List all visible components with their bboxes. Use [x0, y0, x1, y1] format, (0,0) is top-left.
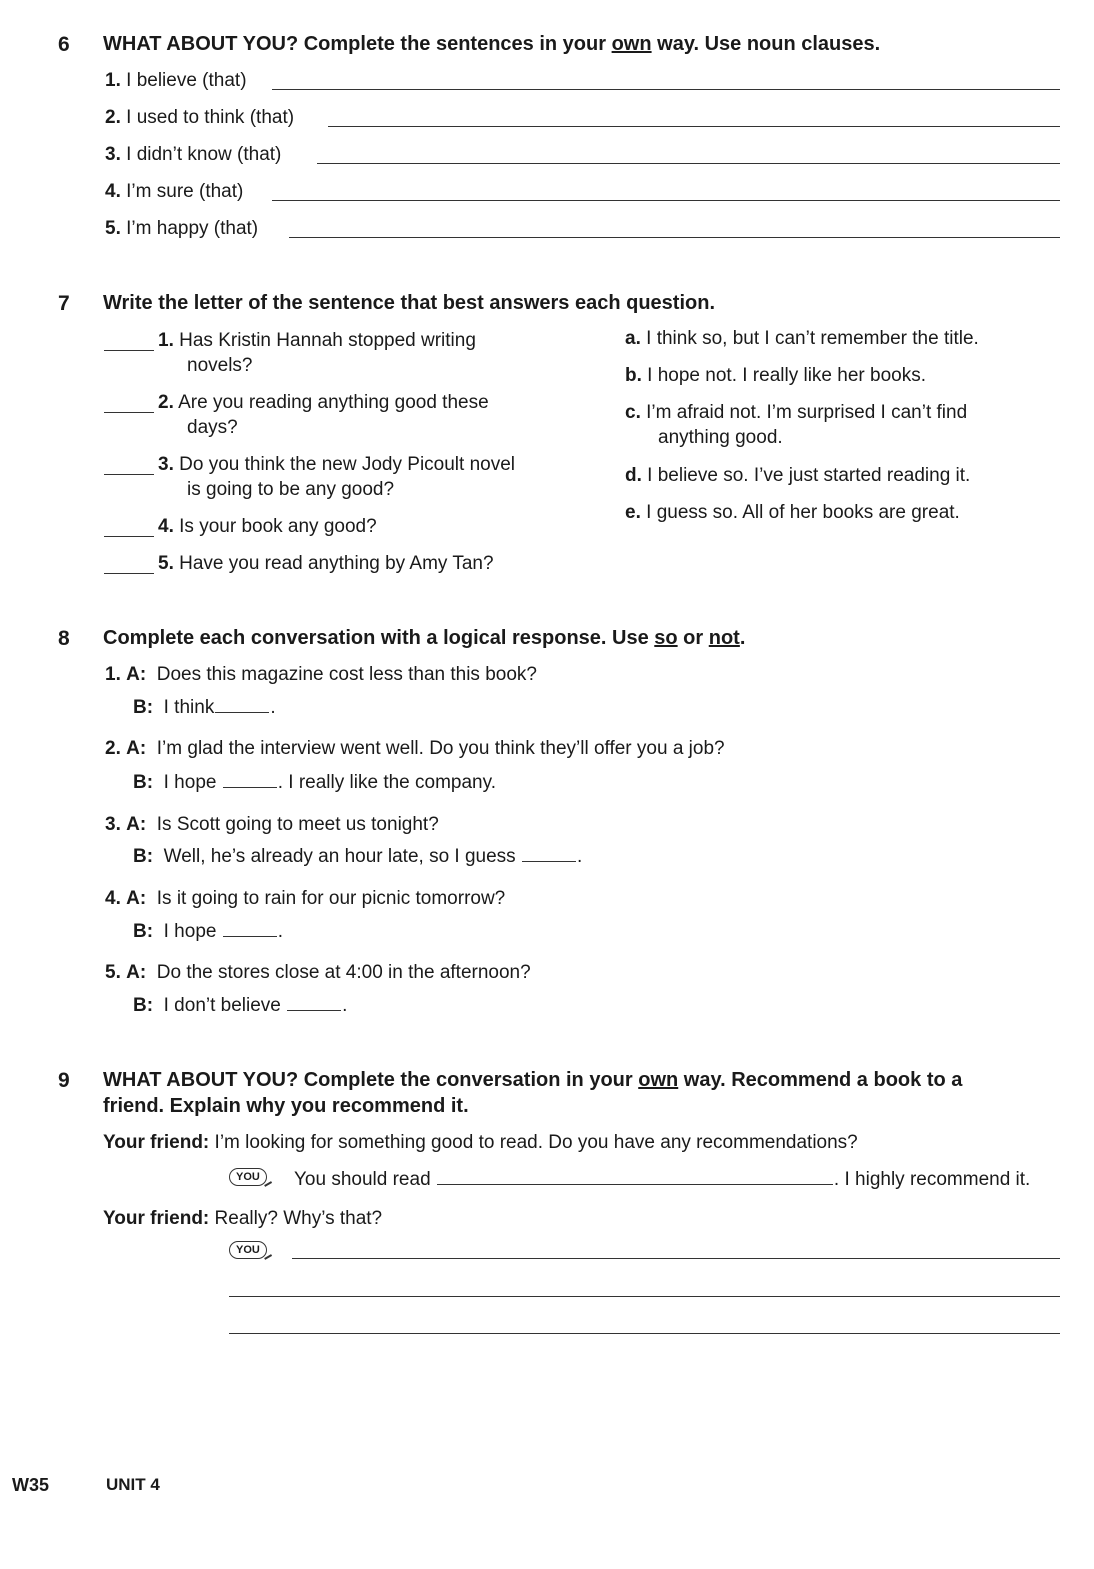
ex7-title: Write the letter of the sentence that best answers each question.: [103, 292, 716, 314]
ex7-blank-2[interactable]: [104, 412, 154, 413]
answer-letter: e.: [625, 502, 641, 523]
ex6-item-2: [105, 107, 294, 129]
page-number: W35: [12, 1475, 50, 1495]
ex9-reason-line-3[interactable]: [229, 1333, 1060, 1334]
ex8-conv-1-a: [105, 664, 537, 686]
ex9-title: [103, 1069, 962, 1092]
ex6-answer-line-5[interactable]: [289, 237, 1060, 238]
ex7-question-2-cont: days?: [187, 417, 238, 438]
ex6-item-5: [105, 218, 258, 240]
unit-label: UNIT 4: [106, 1475, 160, 1494]
ex9-you-line-1: [294, 1169, 1030, 1191]
question-text: Have you read anything by Amy Tan?: [179, 553, 494, 574]
ex8-number: 8: [58, 627, 70, 650]
ex7-answer-c: [625, 402, 967, 424]
friend-label: Your friend:: [103, 1132, 210, 1153]
ex8-title-text: Complete each conversation with a logical response. Use: [103, 627, 655, 649]
speaker-a: A:: [126, 962, 147, 983]
friend-text: Really? Why’s that?: [214, 1208, 383, 1229]
answer-letter: d.: [625, 465, 642, 486]
ex7-question-3: [158, 454, 515, 476]
ex7-blank-3[interactable]: [104, 474, 154, 475]
line-b-pre: I hope: [163, 772, 217, 793]
speaker-b: B:: [133, 846, 154, 867]
ex7-question-4: [158, 516, 377, 538]
question-number: 5.: [158, 553, 174, 574]
conv-number: 4.: [105, 888, 121, 909]
friend-text: I’m looking for something good to read. Do you have any recommendations?: [214, 1132, 858, 1153]
you-badge-1: [229, 1167, 267, 1186]
question-text: Are you reading anything good these: [178, 392, 489, 413]
item-text: I used to think (that): [126, 107, 295, 128]
ex8-conv-1-b: [133, 697, 276, 719]
ex7-question-5: [158, 553, 494, 575]
speaker-a: A:: [126, 738, 147, 759]
ex9-title-text-b: way. Recommend a book to a: [678, 1069, 963, 1091]
ex7-question-2: [158, 392, 489, 414]
ex6-answer-line-4[interactable]: [272, 200, 1060, 201]
ex6-item-4: [105, 181, 243, 203]
ex8-conv-2-a: [105, 738, 725, 760]
ex7-answer-d: [625, 465, 970, 487]
item-number: 5.: [105, 218, 121, 239]
line-a: Is it going to rain for our picnic tomorrow?: [156, 888, 506, 909]
you-speech-icon: YOU: [229, 1168, 267, 1186]
answer-text: I guess so. All of her books are great.: [646, 502, 960, 523]
you-text-post: . I highly recommend it.: [833, 1169, 1031, 1190]
book-title-blank[interactable]: [437, 1170, 833, 1185]
question-number: 3.: [158, 454, 174, 475]
line-b-post: .: [270, 697, 276, 718]
item-number: 3.: [105, 144, 121, 165]
conv-number: 3.: [105, 814, 121, 835]
question-text: Do you think the new Jody Picoult novel: [179, 454, 515, 475]
item-number: 4.: [105, 181, 121, 202]
friend-label: Your friend:: [103, 1208, 210, 1229]
ex6-item-1: [105, 70, 247, 92]
speaker-b: B:: [133, 772, 154, 793]
answer-text: I’m afraid not. I’m surprised I can’t find: [646, 402, 968, 423]
item-text: I didn’t know (that): [126, 144, 282, 165]
ex8-conv-4-b: [133, 921, 283, 943]
ex8-blank-4[interactable]: [223, 922, 277, 937]
ex9-title-text-a: Complete the conversation in your: [298, 1069, 639, 1091]
ex8-title: [103, 627, 745, 650]
ex6-title: [103, 33, 880, 56]
item-number: 2.: [105, 107, 121, 128]
conv-number: 1.: [105, 664, 121, 685]
item-text: I’m sure (that): [126, 181, 244, 202]
line-a: Does this magazine cost less than this book?: [156, 664, 537, 685]
ex6-title-text-b: way. Use noun clauses.: [651, 33, 881, 55]
ex6-item-3: [105, 144, 281, 166]
ex7-blank-5[interactable]: [104, 573, 154, 574]
ex8-title-so: so: [654, 627, 678, 649]
line-b-pre: Well, he’s already an hour late, so I guess: [163, 846, 516, 867]
ex7-blank-1[interactable]: [104, 350, 154, 351]
ex6-answer-line-1[interactable]: [272, 89, 1060, 90]
speaker-a: A:: [126, 814, 147, 835]
ex8-title-or: or: [677, 627, 709, 649]
ex6-title-own: own: [611, 33, 652, 55]
ex9-reason-line-1[interactable]: [292, 1258, 1060, 1259]
ex9-title-line-2: friend. Explain why you recommend it.: [103, 1095, 469, 1117]
speaker-b: B:: [133, 697, 154, 718]
answer-letter: a.: [625, 328, 641, 349]
ex6-title-text-a: Complete the sentences in your: [298, 33, 612, 55]
ex7-blank-4[interactable]: [104, 536, 154, 537]
ex7-answer-a: [625, 328, 979, 350]
answer-text: I believe so. I’ve just started reading it.: [647, 465, 971, 486]
question-text: Has Kristin Hannah stopped writing: [179, 330, 476, 351]
line-a: Do the stores close at 4:00 in the afternoon?: [156, 962, 531, 983]
item-text: I believe (that): [126, 70, 247, 91]
you-badge-2: [229, 1240, 267, 1259]
ex7-question-1-cont: novels?: [187, 355, 253, 376]
line-b-pre: I think: [163, 697, 215, 718]
ex8-conv-5-a: [105, 962, 531, 984]
line-b-post: . I really like the company.: [277, 772, 496, 793]
speaker-a: A:: [126, 664, 147, 685]
item-number: 1.: [105, 70, 121, 91]
speaker-b: B:: [133, 995, 154, 1016]
ex8-title-not: not: [708, 627, 740, 649]
question-number: 1.: [158, 330, 174, 351]
line-a: I’m glad the interview went well. Do you think they’ll offer you a job?: [156, 738, 725, 759]
line-a: Is Scott going to meet us tonight?: [156, 814, 439, 835]
ex6-number: 6: [58, 33, 70, 56]
ex8-conv-2-b: [133, 772, 496, 794]
line-b-post: .: [576, 846, 583, 867]
ex8-blank-3[interactable]: [522, 847, 576, 862]
conv-number: 5.: [105, 962, 121, 983]
ex7-question-1: [158, 330, 476, 352]
ex9-title-own: own: [638, 1069, 679, 1091]
answer-text: I think so, but I can’t remember the title.: [646, 328, 979, 349]
ex8-conv-4-a: [105, 888, 505, 910]
line-b-pre: I don’t believe: [163, 995, 281, 1016]
ex7-number: 7: [58, 292, 70, 315]
question-text: Is your book any good?: [179, 516, 377, 537]
speaker-a: A:: [126, 888, 147, 909]
ex9-friend-line-2: [103, 1208, 382, 1230]
ex7-answer-e: [625, 502, 960, 524]
you-text-pre: You should read: [294, 1169, 431, 1190]
item-text: I’m happy (that): [126, 218, 259, 239]
speaker-b: B:: [133, 921, 154, 942]
ex8-conv-3-a: [105, 814, 439, 836]
ex7-question-3-cont: is going to be any good?: [187, 479, 395, 500]
ex8-blank-5[interactable]: [287, 996, 341, 1011]
line-b-pre: I hope: [163, 921, 217, 942]
ex9-reason-line-2[interactable]: [229, 1296, 1060, 1297]
question-number: 4.: [158, 516, 174, 537]
conv-number: 2.: [105, 738, 121, 759]
answer-letter: b.: [625, 365, 642, 386]
answer-letter: c.: [625, 402, 641, 423]
line-b-post: .: [342, 995, 348, 1016]
ex9-title-prefix: WHAT ABOUT YOU?: [103, 1069, 299, 1091]
line-b-post: .: [277, 921, 284, 942]
ex7-answer-b: [625, 365, 926, 387]
ex8-blank-2[interactable]: [223, 773, 277, 788]
you-speech-icon: YOU: [229, 1241, 267, 1259]
ex9-friend-line-1: [103, 1132, 858, 1154]
ex9-number: 9: [58, 1069, 70, 1092]
ex8-conv-3-b: [133, 846, 582, 868]
ex8-conv-5-b: [133, 995, 347, 1017]
ex6-answer-line-2[interactable]: [328, 126, 1060, 127]
ex6-title-prefix: WHAT ABOUT YOU?: [103, 33, 299, 55]
ex8-blank-1[interactable]: [215, 698, 269, 713]
ex7-answer-c-cont: anything good.: [658, 427, 783, 448]
question-number: 2.: [158, 392, 174, 413]
answer-text: I hope not. I really like her books.: [647, 365, 926, 386]
ex8-title-end: .: [739, 627, 746, 649]
ex6-answer-line-3[interactable]: [317, 163, 1060, 164]
